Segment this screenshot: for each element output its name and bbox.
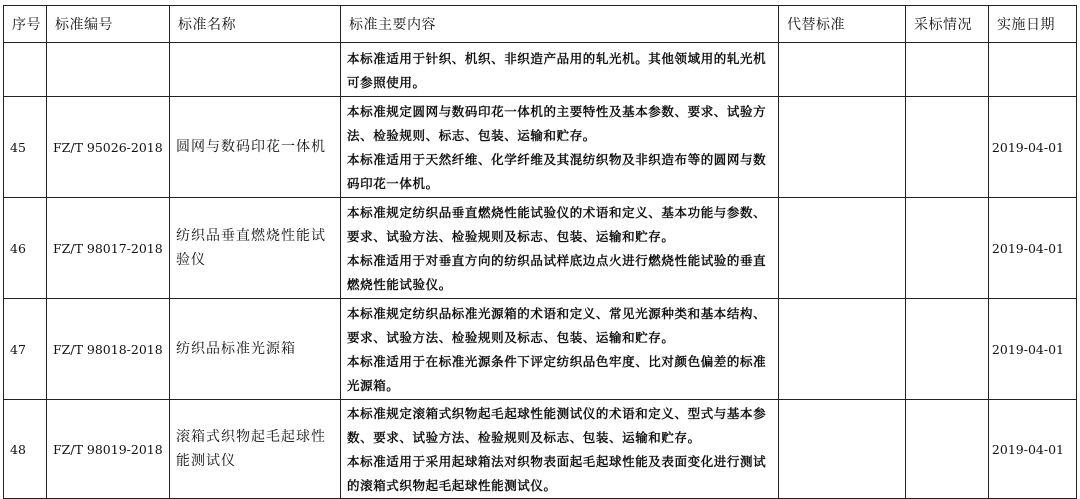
cell-seq [4,43,47,97]
cell-name: 滚箱式织物起毛起球性能测试仪 [170,400,341,499]
cell-adopt [906,97,989,198]
header-replace: 代替标准 [779,6,906,43]
cell-replace [779,43,906,97]
cell-name: 圆网与数码印花一体机 [170,97,341,198]
cell-date: 2019-04-01 [989,198,1077,299]
cell-name: 纺织品标准光源箱 [170,299,341,400]
header-name: 标准名称 [170,6,341,43]
cell-code: FZ/T 98019-2018 [47,400,170,499]
cell-adopt [906,198,989,299]
content-paragraph: 本标准适用于在标准光源条件下评定纺织品色牢度、比对颜色偏差的标准光源箱。 [347,354,767,393]
content-paragraph: 本标准规定滚箱式织物起毛起球性能测试仪的术语和定义、型式与基本参数、要求、试验方法、检验规则及标志、包装、运输和贮存。 [347,406,767,445]
cell-date: 2019-04-01 [989,97,1077,198]
cell-content [341,198,779,299]
content-paragraph: 本标准规定纺织品垂直燃烧性能试验仪的术语和定义、基本功能与参数、要求、试验方法、检验规则及标志、包装、运输和贮存。 [347,205,767,244]
cell-content [341,97,779,198]
cell-code: FZ/T 98018-2018 [47,299,170,400]
cell-code [47,43,170,97]
content-paragraph: 本标准适用于采用起球箱法对织物表面起毛起球性能及表面变化进行测试的滚箱式织物起毛起球性能测试仪。 [347,454,767,493]
cell-code: FZ/T 95026-2018 [47,97,170,198]
cell-seq: 45 [4,97,47,198]
cell-replace [779,299,906,400]
cell-adopt [906,400,989,499]
header-seq: 序号 [4,6,47,43]
cell-seq: 46 [4,198,47,299]
table-row [4,299,1077,400]
cell-content [341,400,779,499]
cell-name [170,43,341,97]
header-row [4,6,1077,43]
header-code: 标准编号 [47,6,170,43]
cell-date: 2019-04-01 [989,400,1077,499]
cell-replace [779,198,906,299]
header-content: 标准主要内容 [341,6,779,43]
cell-seq: 47 [4,299,47,400]
content-paragraph: 本标准适用于针织、机织、非织造产品用的轧光机。其他领域用的轧光机可参照使用。 [347,50,767,90]
cell-date: 2019-04-01 [989,299,1077,400]
cell-code: FZ/T 98017-2018 [47,198,170,299]
cell-date [989,43,1077,97]
table-row [4,97,1077,198]
cell-content [341,299,779,400]
content-paragraph: 本标准规定圆网与数码印花一体机的主要特性及基本参数、要求、试验方法、检验规则、标志、包装、运输和贮存。 [347,104,767,143]
cell-replace [779,97,906,198]
content-paragraph: 本标准适用于天然纤维、化学纤维及其混纺织物及非织造布等的圆网与数码印花一体机。 [347,152,767,191]
cell-name: 纺织品垂直燃烧性能试验仪 [170,198,341,299]
cell-replace [779,400,906,499]
cell-adopt [906,299,989,400]
cell-seq: 48 [4,400,47,499]
standards-table [3,5,1077,499]
header-date: 实施日期 [989,6,1077,43]
cell-content [341,43,779,97]
cell-adopt [906,43,989,97]
table-row [4,400,1077,499]
table-row [4,43,1077,97]
table-row [4,198,1077,299]
content-paragraph: 本标准规定纺织品标准光源箱的术语和定义、常见光源种类和基本结构、要求、试验方法、检验规则及标志、包装、运输和贮存。 [347,306,767,345]
header-adopt: 采标情况 [906,6,989,43]
content-paragraph: 本标准适用于对垂直方向的纺织品试样底边点火进行燃烧性能试验的垂直燃烧性能试验仪。 [347,253,767,292]
